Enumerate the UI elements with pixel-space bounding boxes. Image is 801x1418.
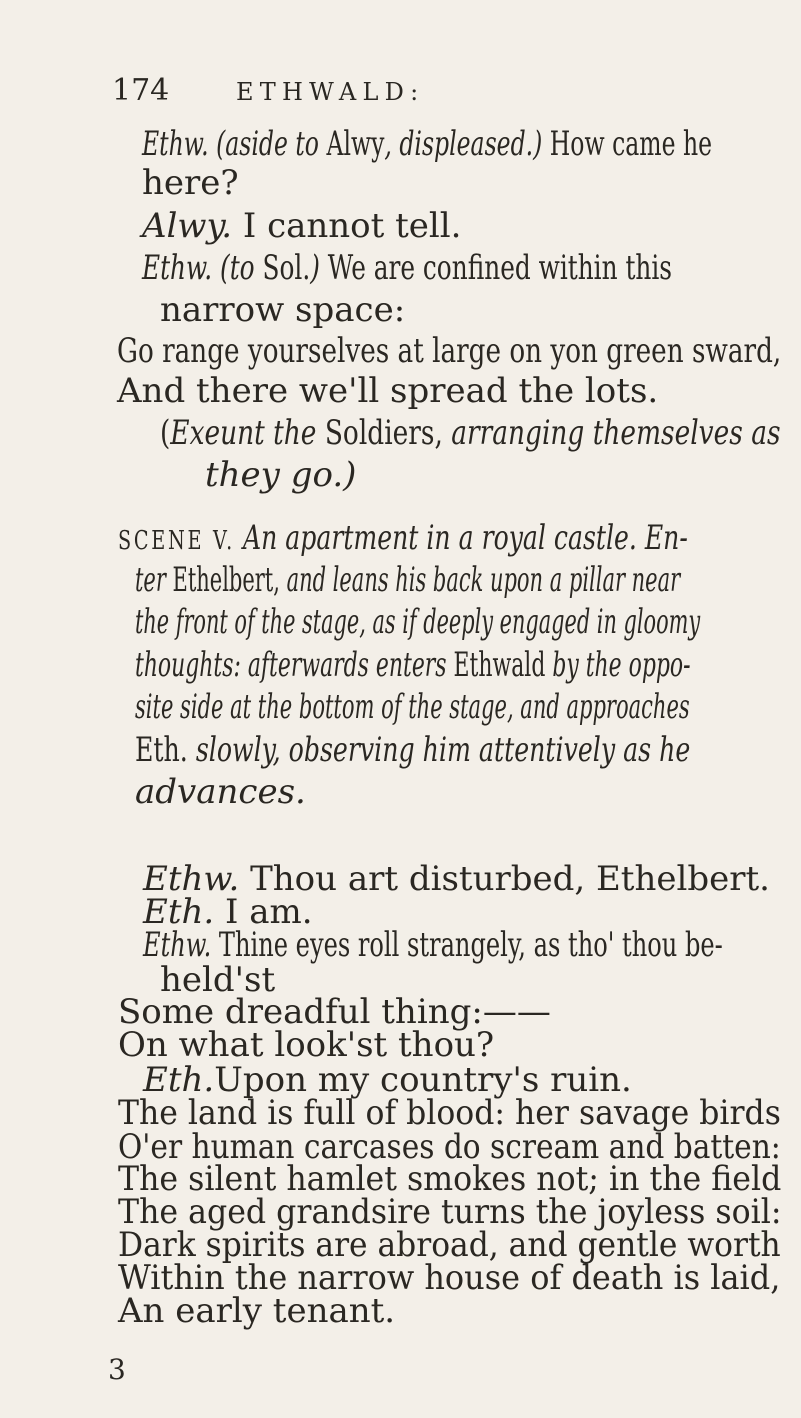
text-line xyxy=(205,455,357,495)
italic-run: , displeased.) xyxy=(384,124,543,164)
italic-run: ter xyxy=(135,560,173,600)
roman-run: The silent hamlet smokes not; in the field xyxy=(118,1159,782,1199)
italic-run: and leans his back upon a pillar near xyxy=(286,560,681,600)
text-line xyxy=(135,645,691,685)
text-line xyxy=(118,1258,781,1298)
italic-run: slowly, observing him attentively as he xyxy=(195,730,691,770)
italic-run: arranging themselves as xyxy=(451,413,781,453)
italic-run: they go.) xyxy=(205,455,357,495)
italic-run: Eth. xyxy=(143,892,215,932)
italic-run: the front of the stage, as if deeply engaged in gloomy xyxy=(135,602,701,642)
roman-run: Thou art disturbed, Ethelbert. xyxy=(239,859,770,899)
roman-run: And there we'll spread the lots. xyxy=(117,371,659,411)
text-line xyxy=(143,925,723,965)
roman-run: How came he xyxy=(542,124,713,164)
italic-run: Ethw. (aside to xyxy=(142,124,327,164)
italic-run: advances. xyxy=(135,772,306,812)
text-line xyxy=(118,518,688,558)
italic-run: thoughts: afterwards enters xyxy=(135,645,454,685)
italic-run: ) xyxy=(310,248,320,288)
italic-run: site side at the bottom of the stage, and approaches xyxy=(135,687,690,727)
text-line xyxy=(118,992,551,1032)
text-line xyxy=(143,892,313,932)
text-line xyxy=(142,248,673,288)
roman-run: Some dreadful thing:—— xyxy=(118,992,551,1032)
text-line xyxy=(118,1159,782,1199)
roman-run: I cannot tell. xyxy=(232,206,462,246)
text-line xyxy=(135,560,681,600)
roman-run: Eth. xyxy=(135,730,196,770)
running-title: ETHWALD: xyxy=(236,78,425,106)
italic-run: Alwy. xyxy=(142,206,233,246)
text-line xyxy=(135,772,306,812)
roman-run: held'st xyxy=(160,960,276,1000)
text-line xyxy=(160,413,781,453)
italic-run: Eth. xyxy=(143,1060,215,1100)
roman-run: An early tenant. xyxy=(118,1291,396,1331)
text-line xyxy=(135,730,691,770)
text-line xyxy=(160,290,406,330)
roman-run: ( xyxy=(160,413,171,453)
roman-run: The aged grandsire turns the joyless soil: xyxy=(118,1192,782,1232)
roman-run: here? xyxy=(142,163,239,203)
italic-run: Ethw. (to xyxy=(142,248,263,288)
italic-run: Ethw. xyxy=(143,925,212,965)
roman-run: Alwy xyxy=(326,124,385,164)
text-line xyxy=(118,1291,396,1331)
roman-run: Within the narrow house of death is laid, xyxy=(118,1258,781,1298)
page-number: 174 xyxy=(112,73,170,108)
roman-run: O'er human carcases do scream and batten: xyxy=(118,1127,781,1167)
roman-run: Go range yourselves at large on yon green sward, xyxy=(117,331,782,371)
roman-run: Ethelbert, xyxy=(172,560,287,600)
roman-run: narrow space: xyxy=(160,290,406,330)
roman-run: I am. xyxy=(214,892,313,932)
italic-run: by the oppo- xyxy=(552,645,691,685)
text-line xyxy=(135,687,690,727)
italic-run: Ethw. xyxy=(143,859,240,899)
signature-mark: 3 xyxy=(108,1353,126,1386)
text-line xyxy=(118,1225,781,1265)
roman-run: We are confined within this xyxy=(319,248,673,288)
roman-run: SCENE V. xyxy=(118,526,235,556)
italic-run: Exeunt the xyxy=(170,413,325,453)
roman-run: Thine eyes roll strangely, as tho' thou be- xyxy=(211,925,723,965)
roman-run: Ethwald xyxy=(453,645,553,685)
roman-run: Dark spirits are abroad, and gentle worth xyxy=(118,1225,781,1265)
text-line xyxy=(118,1025,495,1065)
roman-run: On what look'st thou? xyxy=(118,1025,495,1065)
roman-run: Sol. xyxy=(262,248,311,288)
text-line xyxy=(117,371,659,411)
roman-run: The land is full of blood: her savage birds xyxy=(118,1093,781,1133)
text-line xyxy=(142,206,462,246)
roman-run: Soldiers, xyxy=(324,413,452,453)
text-line xyxy=(143,1060,632,1100)
roman-run: Upon my country's ruin. xyxy=(214,1060,632,1100)
text-line xyxy=(118,1192,782,1232)
text-line xyxy=(142,124,713,164)
text-line xyxy=(143,859,770,899)
text-line xyxy=(118,1093,781,1133)
text-line xyxy=(135,602,701,642)
italic-run: An apartment in a royal castle. En- xyxy=(234,518,688,558)
text-line xyxy=(117,331,782,371)
text-line xyxy=(142,163,239,203)
